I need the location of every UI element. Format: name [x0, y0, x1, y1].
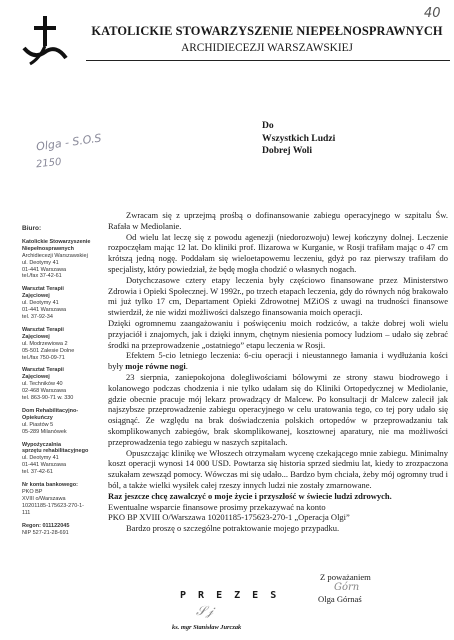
letter-paragraph: Zwracam się z uprzejmą prośbą o dofinansowanie zabiegu operacyjnego w szpitalu Św. Rafała w Mediolanie. [108, 210, 448, 231]
cross-logo-icon [20, 14, 70, 66]
sidebar-line: Niepełnosprawnych [22, 245, 74, 252]
letter-body [108, 210, 448, 534]
sidebar-block [22, 239, 92, 280]
letter-paragraph: Efektem 5-cio letniego leczenia: 6-ciu operacji i nieustannego łamania i wydłużania kości były moje równe nogi. [108, 350, 448, 372]
letter-paragraph: Ewentualne wsparcie finansowe prosimy przekazywać na konto [108, 501, 326, 512]
letter-text: Efektem 5-cio letniego leczenia: 6-ciu operacji i nieustannego łamania i wydłużania kości były [108, 350, 448, 372]
letter-paragraph: Od wielu lat leczę się z powodu agenezji (niedorozwoju) lewej kończyny dolnej. Leczenie rozpoczęłam mając 12 lat. Do kliniki prof. Ilizarowa w Kurganie, w Rosji trafiłam mając o 47 cm krótszą jedną nogę. Poddałam się wieloetapowemu leczeniu, gdyż po raz pierwszy trafiłam do specjalisty, który powiedział, że będę mogła chodzić o własnych nogach. [108, 231, 448, 274]
header-divider [86, 60, 450, 61]
sidebar-line: 01-441 Warszawa [22, 462, 67, 469]
sidebar-line: Wypożyczalnia [22, 441, 62, 448]
sidebar-line: ul. Modrzewiowa 2 [22, 340, 68, 347]
sidebar-line: tel. 863-90-71 w. 330 [22, 395, 74, 402]
sidebar-line: tel. 37-42-61 [22, 469, 53, 476]
prezes-stamp: P R E Z E S [180, 590, 280, 601]
letter-paragraph: Bardzo proszę o szczególne potraktowanie mojego przypadku. [126, 523, 340, 534]
prezes-name: ks. mgr Stanisław Jurczak [172, 624, 242, 631]
letter-emphasis-paragraph [108, 491, 448, 502]
sidebar-line: PKO BP [22, 489, 43, 495]
sidebar-block [22, 442, 92, 477]
sidebar-line: Opiekuńczy [22, 414, 53, 421]
sidebar-line: Nr konta bankowego: [22, 482, 78, 489]
letter-paragraph: Opuszczając klinikę we Włoszech otrzymałam wycenę czekającego mnie zabiegu. Minimalny koszt operacji wynosi 14 000 USD. Powtarza się historia sprzed siedmiu lat, kiedy to zrozpaczona szukałam zewsząd pomocy. Wówczas mi się udało... Bardzo bym chciała, żeby mój ogromny trud i ból, a także wielki wysiłek całej rzeszy innych ludzi nie zostały zmarnowane. [108, 447, 448, 490]
sidebar-block [22, 286, 92, 321]
recipient-line: Do [262, 120, 274, 131]
sidebar-line: Dom Rehabilitacyjno- [22, 407, 79, 414]
letter-emphasis: moje równe nogi [125, 361, 186, 372]
sidebar-line: Zajęciowej [22, 293, 50, 300]
sidebar-line: Regon: 011122045 [22, 522, 70, 529]
sidebar-line: 10201185-175623-270-1-111 [22, 502, 84, 516]
sidebar-block [22, 408, 92, 436]
letter-paragraph: 23 sierpnia, zaniepokojona dolegliwościami bólowymi ze strony stawu biodrowego i kolanowego podczas chodzenia i nie tylko udałam się do Kliniki Ortopedycznej w Mediolanie, gdzie obecnie pracuje mój lekarz prowadzący dr Malcew. Po konsultacji dr Malcew zalecił jak najszybsze przeprowadzenie zabiegu operacyjnego w celu uratowania tego, co tej pory udało się osiągnąć. Ze względu na brak doświadczenia polskich ortopedów w przeprowadzaniu tak skomplikowanych zabiegów, brak skomplikowanej, kosztownej aparatury, nie ma możliwości przeprowadzenia tego zabiegu w naszych szpitalach. [108, 371, 448, 447]
prezes-signature: 𝒮𝒿 [196, 604, 214, 619]
sidebar-line: tel./fax 37-42-61 [22, 273, 62, 280]
sidebar-blocks [22, 239, 92, 537]
author-signature: Górn [334, 582, 360, 593]
sidebar-contacts [22, 226, 92, 542]
handwritten-number-note: 2150 [35, 156, 62, 171]
sidebar-line: ul. Deotymy 41 [22, 455, 59, 462]
sidebar-line: 01-441 Warszawa [22, 307, 67, 314]
sidebar-line: NIP 527-21-28-691 [22, 529, 69, 536]
sidebar-line: ul. Techników 40 [22, 381, 63, 388]
sidebar-line: XVIII o/Warszawa [22, 495, 66, 502]
sidebar-line: tel. 37-92-34 [22, 313, 53, 320]
sidebar-heading: Biuro: [22, 225, 42, 232]
sidebar-block [22, 482, 92, 517]
sidebar-block [22, 523, 92, 537]
author-name: Olga Górnaś [318, 594, 362, 604]
sidebar-line: ul. Deotymy 41 [22, 300, 59, 307]
recipient-block [262, 120, 335, 158]
closing-regards: Z poważaniem [320, 572, 371, 582]
sidebar-line: Zajęciowej [22, 333, 50, 340]
sidebar-line: 01-441 Warszawa [22, 266, 67, 273]
sidebar-line: ul. Piastów 5 [22, 421, 54, 428]
recipient-line: Wszystkich Ludzi [262, 132, 336, 144]
organization-name: KATOLICKIE STOWARZYSZENIE NIEPEŁNOSPRAWNYCH [91, 24, 443, 38]
sidebar-line: Warsztat Terapii [22, 326, 64, 333]
sidebar-line: Zajęciowej [22, 374, 50, 381]
sidebar-line: ul. Deotymy 41 [22, 259, 59, 266]
sidebar-block [22, 327, 92, 362]
sidebar-line: 02-468 Warszawa [22, 388, 67, 395]
sidebar-line: Warsztat Terapii [22, 286, 64, 293]
bank-account-line: PKO BP XVIII O/Warszawa 10201185-175623-270-1 „Operacja Olgi” [108, 512, 350, 523]
sidebar-line: Warsztat Terapii [22, 367, 64, 374]
recipient-line: Dobrej Woli [262, 145, 313, 156]
page-number: 40 [424, 6, 441, 21]
sidebar-line: 05-501 Zalesie Dolne [22, 347, 75, 354]
sidebar-line: 05-289 Milanówek [22, 428, 67, 435]
organization-subtitle: ARCHIDIECEZJI WARSZAWSKIEJ [181, 42, 353, 54]
handwritten-name-note: Olga - S.O.S [35, 131, 103, 154]
sidebar-line: sprzętu rehabilitacyjnego [22, 448, 89, 455]
sidebar-block [22, 367, 92, 402]
sidebar-line: tel./fax 750-09-71 [22, 354, 65, 361]
letter-paragraph: Dotychczasowe cztery etapy leczenia były częściowo finansowane przez Ministerstwo Zdrowia i Opieki Społecznej. W 1992r., po trzech etapach leczenia, gdy do równych nóg brakowało mi już tylko 17 cm, Departament Opieki Zdrowotnej MZiOS z uwagi na trudności finansowe stwierdził, że nie widzi możliwości dalszego finansowania moich operacji. [108, 274, 448, 318]
letter-emphasis: Raz jeszcze chcę zawalczyć o moje życie i przyszłość w świecie ludzi zdrowych. [108, 490, 392, 501]
letter-paragraph: Dzięki ogromnemu zaangażowaniu i poświęceniu moich rodziców, a także dobrej woli wielu przyjaciół i znajomych, jak i dzięki innym, chętnym niesienia pomocy ludziom – udało się zebrać środki na przeprowadzenie „ostatniego” etapu leczenia w Rosji. [108, 317, 448, 350]
sidebar-line: Archidiecezji Warszawskiej [22, 252, 88, 259]
sidebar-line: Katolickie Stowarzyszenie [22, 238, 91, 245]
